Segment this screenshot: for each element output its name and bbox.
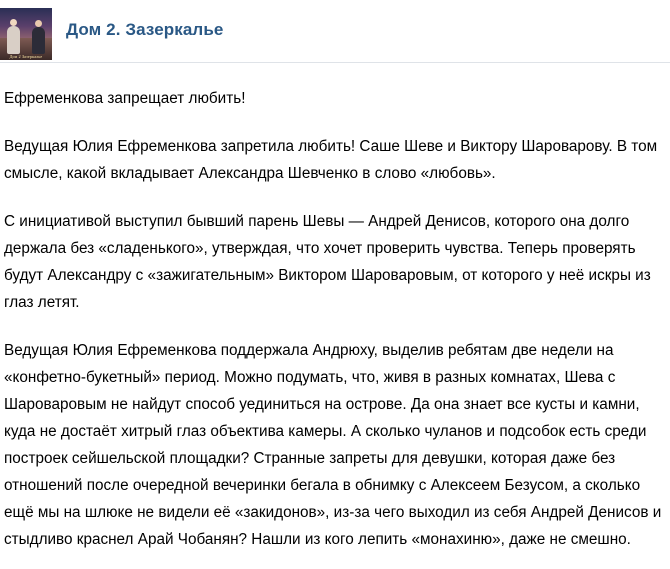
avatar[interactable] (0, 8, 52, 60)
avatar-caption: Дом 2 Зазеркалье (9, 54, 43, 59)
community-title-link[interactable]: Дом 2. Зазеркалье (66, 20, 224, 39)
post-header (0, 0, 670, 59)
article-paragraph-3: Ведущая Юлия Ефременкова поддержала Андрюху, выделив ребятам две недели на «конфетно-букетный» период. Можно подумать, что, живя в разных комнатах, Шева с Шароваровым не найдут способ уединиться на острове. Да она знает все кусты и камни, куда не достаёт хитрый глаз объектива камеры. А сколько чуланов и подсобок есть среди построек сейшельской площадки? Странные запреты для девушки, которая даже без отношений после очередной вечеринки бегала в обнимку с Алексеем Безусом, а сколько ещё мы на шлюке не видели её «закидонов», из-за чего выходил из себя Андрей Денисов и стыдливо краснел Арай Чобанян? Нашли из кого лепить «монахиню», даже не смешно. (4, 342, 662, 548)
article-paragraph-2: С инициативой выступил бывший парень Шевы — Андрей Денисов, которого она долго держала без «сладенького», утверждая, что хочет проверить чувства. Теперь проверять будут Александру с «зажигательным» Виктором Шароваровым, от которого у неё искры из глаз летят. (4, 213, 651, 311)
article-paragraph-1: Ведущая Юлия Ефременкова запретила любить! Саше Шеве и Виктору Шароварову. В том смысле, какой вкладывает Александра Шевченко в слово «любовь». (4, 138, 658, 182)
article-body (0, 85, 670, 553)
header-divider (0, 62, 670, 63)
avatar-figure-right (32, 27, 45, 54)
avatar-figure-left (7, 26, 20, 54)
article-headline: Ефременкова запрещает любить! (4, 90, 246, 107)
